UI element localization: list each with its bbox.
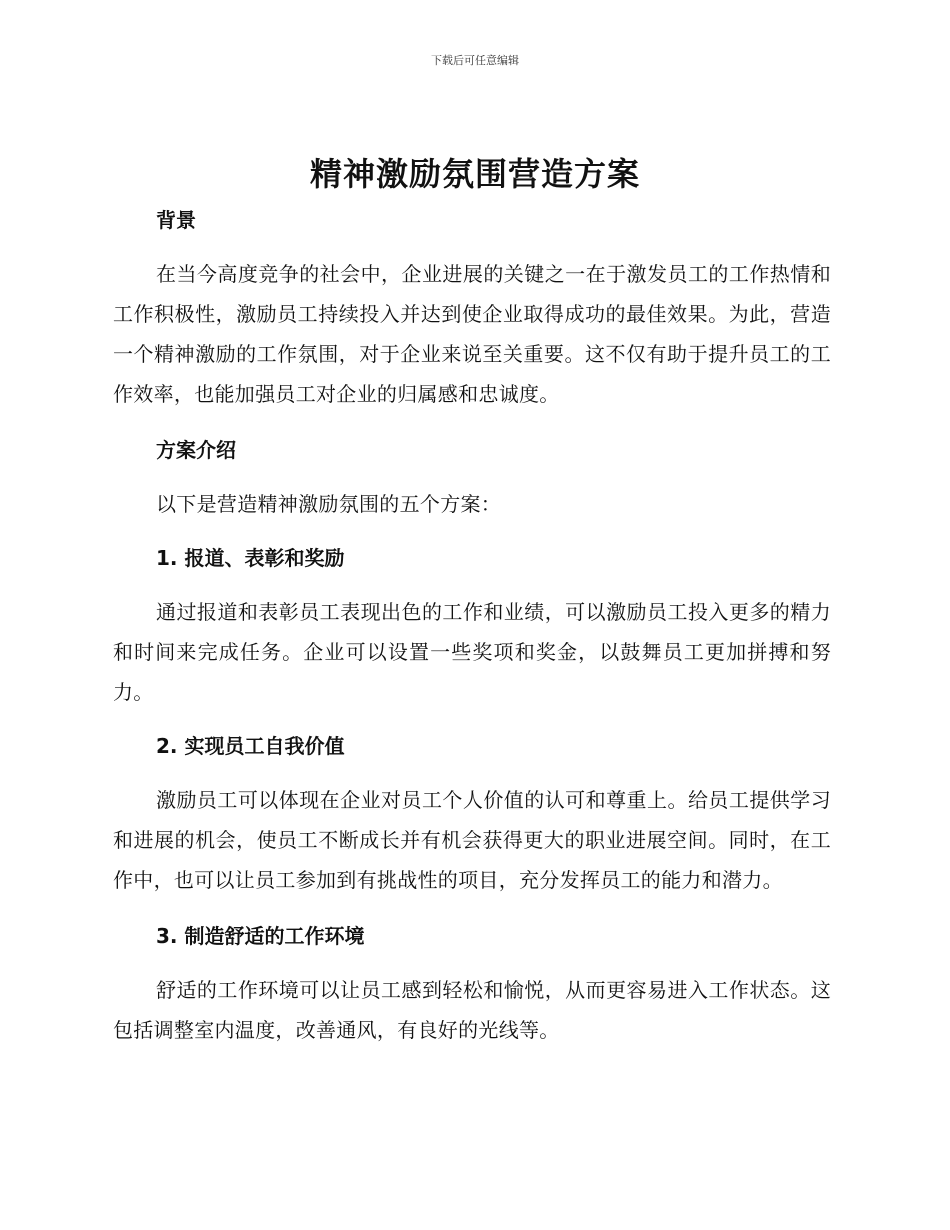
section-heading-3: 3. 制造舒适的工作环境 <box>156 924 365 948</box>
plan-intro-paragraph: 以下是营造精神激励氛围的五个方案： <box>156 492 502 516</box>
section-heading-2: 2. 实现员工自我价值 <box>156 734 345 758</box>
section-heading-plan-intro: 方案介绍 <box>156 438 236 462</box>
section-1-paragraph: 通过报道和表彰员工表现出色的工作和业绩，可以激励员工投入更多的精力和时间来完成任务。企业可以设置一些奖项和奖金，以鼓舞员工更加拼搏和努力。 <box>113 600 831 704</box>
background-paragraph: 在当今高度竞争的社会中，企业进展的关键之一在于激发员工的工作热情和工作积极性，激励员工持续投入并达到使企业取得成功的最佳效果。为此，营造一个精神激励的工作氛围，对于企业来说至关重要。这不仅有助于提升员工的工作效率，也能加强员工对企业的归属感和忠诚度。 <box>113 262 831 406</box>
document-body <box>113 200 831 1050</box>
section-heading-background: 背景 <box>156 208 196 232</box>
header-note: 下载后可任意编辑 <box>431 54 519 67</box>
document-title: 精神激励氛围营造方案 <box>309 155 640 193</box>
section-3-paragraph: 舒适的工作环境可以让员工感到轻松和愉悦，从而更容易进入工作状态。这包括调整室内温度，改善通风，有良好的光线等。 <box>113 978 831 1042</box>
section-heading-1: 1. 报道、表彰和奖励 <box>156 546 345 570</box>
section-2-paragraph: 激励员工可以体现在企业对员工个人价值的认可和尊重上。给员工提供学习和进展的机会，使员工不断成长并有机会获得更大的职业进展空间。同时，在工作中，也可以让员工参加到有挑战性的项目，充分发挥员工的能力和潜力。 <box>113 788 831 892</box>
